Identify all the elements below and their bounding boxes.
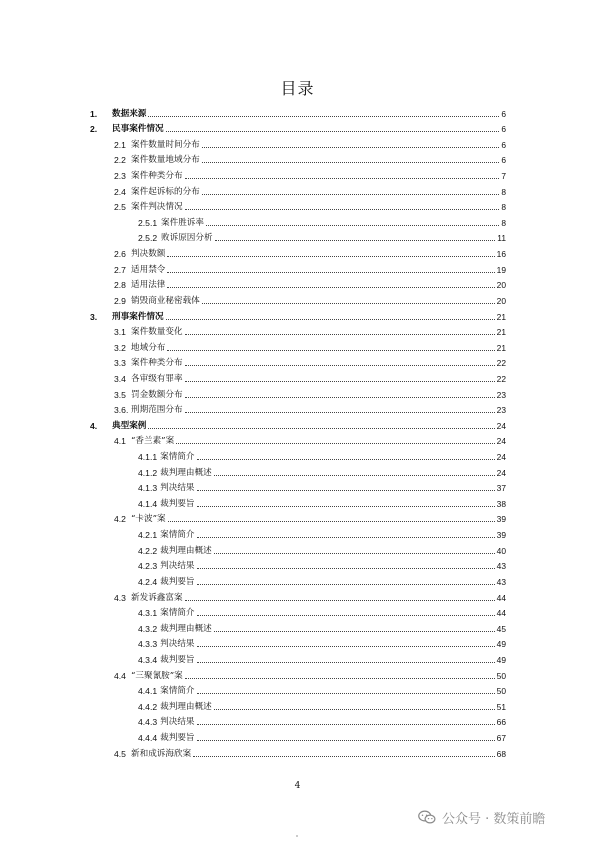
toc-entry-number: 2.8: [114, 280, 126, 291]
toc-entry-number: 4.1.2: [138, 467, 158, 478]
dot-leader: [193, 756, 495, 757]
dot-leader: [214, 475, 495, 476]
dot-leader: [197, 615, 495, 616]
toc-entry-page: 6: [501, 108, 506, 119]
toc-entry-page: 44: [496, 608, 506, 619]
toc-entry[interactable]: [90, 229, 506, 245]
dot-leader: [214, 709, 495, 710]
toc-entry[interactable]: [90, 525, 506, 541]
toc-entry-label: 判决结果: [160, 483, 195, 494]
toc-entry-label: 案情简介: [160, 686, 195, 697]
toc-entry-label: 刑期范围分布: [131, 405, 183, 416]
dot-leader: [167, 287, 494, 288]
toc-entry[interactable]: [90, 447, 506, 463]
toc-entry-page: 22: [496, 358, 506, 369]
toc-entry[interactable]: [90, 182, 506, 198]
toc-entry-number: 4.3: [114, 592, 126, 603]
toc-entry[interactable]: [90, 104, 506, 120]
dot-leader: [148, 428, 494, 429]
toc-entry-number: 2.2: [114, 155, 126, 166]
toc-entry[interactable]: [90, 244, 506, 260]
toc-entry-number: 4.4.2: [138, 701, 158, 712]
toc-entry-page: 50: [496, 670, 506, 681]
toc-entry-page: 8: [501, 202, 506, 213]
toc-entry-number: 4.3.2: [138, 623, 158, 634]
toc-entry-page: 68: [496, 748, 506, 759]
toc-entry[interactable]: [90, 713, 506, 729]
dot-leader: [185, 600, 495, 601]
toc-entry-page: 50: [496, 686, 506, 697]
toc-entry-number: 4.4: [114, 670, 126, 681]
dot-leader: [176, 443, 495, 444]
toc-entry-number: 2.3: [114, 171, 126, 182]
toc-entry-page: 23: [496, 405, 506, 416]
toc-entry-number: 4.1.3: [138, 483, 158, 494]
toc-entry[interactable]: [90, 307, 506, 323]
dot-leader: [185, 209, 500, 210]
toc-entry-label: “卡波”案: [131, 514, 166, 525]
dot-leader: [168, 521, 495, 522]
dot-leader: [185, 178, 500, 179]
toc-entry-page: 43: [496, 576, 506, 587]
toc-entry[interactable]: [90, 166, 506, 182]
toc-entry-page: 67: [496, 732, 506, 743]
toc-entry-number: 4.2.2: [138, 545, 158, 556]
toc-entry-number: 3.2: [114, 342, 126, 353]
toc-entry[interactable]: [90, 151, 506, 167]
dot-leader: [197, 490, 495, 491]
dot-leader: [197, 568, 495, 569]
toc-entry-label: 判决结果: [160, 717, 195, 728]
watermark-text: 公众号 · 数策前瞻: [442, 812, 546, 827]
dot-leader: [214, 631, 495, 632]
toc-entry-label: 裁判要旨: [160, 576, 195, 587]
toc-entry-number: 2.7: [114, 264, 126, 275]
toc-entry[interactable]: [90, 120, 506, 136]
dot-leader: [185, 678, 495, 679]
dot-leader: [197, 584, 495, 585]
toc-entry[interactable]: [90, 728, 506, 744]
toc-entry-label: 裁判理由概述: [160, 701, 212, 712]
toc-entry-number: 3.5: [114, 389, 126, 400]
toc-entry-page: 19: [496, 264, 506, 275]
dot-leader: [185, 381, 495, 382]
toc-entry-page: 11: [497, 233, 506, 244]
toc-entry-number: 4.3.3: [138, 639, 158, 650]
toc-entry-label: 案情简介: [160, 530, 195, 541]
dot-leader: [166, 131, 500, 132]
toc-entry-label: 案件判决情况: [131, 202, 183, 213]
toc-entry[interactable]: [90, 635, 506, 651]
toc-entry-page: 39: [496, 514, 506, 525]
toc-entry-page: 49: [496, 639, 506, 650]
dot-leader: [197, 506, 495, 507]
toc-entry[interactable]: [90, 494, 506, 510]
toc-entry[interactable]: [90, 291, 506, 307]
toc-entry-label: 案件起诉标的分布: [131, 186, 200, 197]
toc-entry[interactable]: [90, 416, 506, 432]
toc-entry-page: 49: [496, 654, 506, 665]
toc-entry[interactable]: [90, 369, 506, 385]
toc-entry-page: 23: [496, 389, 506, 400]
toc-entry-page: 8: [501, 217, 506, 228]
toc-entry-label: 地域分布: [131, 342, 166, 353]
dot-leader: [197, 662, 495, 663]
table-of-contents: [90, 104, 506, 760]
toc-entry-label: 销毁商业秘密载体: [131, 295, 200, 306]
toc-entry-label: 新发诉鑫富案: [131, 592, 183, 603]
toc-entry-label: 民事案件情况: [112, 124, 164, 135]
dot-leader: [185, 412, 495, 413]
wechat-icon: [418, 810, 436, 825]
toc-entry-page: 24: [496, 436, 506, 447]
toc-entry-page: 37: [496, 483, 506, 494]
toc-entry-label: 案件数量地域分布: [131, 155, 200, 166]
toc-entry-label: 案情简介: [160, 608, 195, 619]
toc-entry-label: 典型案例: [112, 420, 147, 431]
toc-entry-number: 4.1.4: [138, 498, 158, 509]
toc-entry[interactable]: [90, 619, 506, 635]
page-number: 4: [294, 781, 301, 791]
toc-entry-number: 2.4: [114, 186, 126, 197]
toc-entry-number: 4.1.1: [138, 452, 158, 463]
toc-title: 目录: [280, 79, 315, 98]
toc-entry[interactable]: [90, 338, 506, 354]
toc-entry-number: 2.9: [114, 295, 126, 306]
toc-entry-label: 刑事案件情况: [112, 311, 164, 322]
toc-entry-page: 39: [496, 530, 506, 541]
toc-entry-label: 裁判理由概述: [160, 623, 212, 634]
toc-entry-label: 裁判理由概述: [160, 545, 212, 556]
dot-leader: [167, 350, 494, 351]
dot-leader: [197, 740, 495, 741]
toc-entry-number: 2.6: [114, 249, 126, 260]
toc-entry-page: 66: [496, 717, 506, 728]
toc-entry[interactable]: [90, 432, 506, 448]
toc-entry[interactable]: [90, 697, 506, 713]
dot-leader: [197, 724, 495, 725]
toc-entry-label: 裁判理由概述: [160, 467, 212, 478]
toc-entry[interactable]: [90, 682, 506, 698]
toc-entry-label: 裁判要旨: [160, 654, 195, 665]
dot-leader: [215, 240, 496, 241]
toc-entry-label: 判决结果: [160, 561, 195, 572]
toc-entry[interactable]: [90, 666, 506, 682]
toc-entry-number: 4.: [90, 420, 98, 431]
toc-entry-page: 7: [501, 171, 506, 182]
toc-entry-number: 4.2.1: [138, 530, 158, 541]
toc-entry-label: 败诉原因分析: [161, 233, 213, 244]
toc-entry-number: 2.5.1: [138, 217, 158, 228]
toc-entry-number: 4.4.4: [138, 732, 158, 743]
toc-entry-number: 2.1: [114, 139, 126, 150]
toc-entry-page: 24: [496, 452, 506, 463]
toc-entry-number: 4.4.3: [138, 717, 158, 728]
toc-entry-label: 案件胜诉率: [161, 217, 204, 228]
toc-entry-label: “三聚氰胺”案: [131, 670, 183, 681]
toc-entry-label: 新和成诉海欣案: [131, 748, 192, 759]
toc-entry-page: 43: [496, 561, 506, 572]
toc-entry-label: 案件种类分布: [131, 171, 183, 182]
toc-entry-label: 案件数量变化: [131, 327, 183, 338]
dot-leader: [185, 397, 495, 398]
toc-entry-number: 4.2.4: [138, 576, 158, 587]
toc-entry-number: 3.3: [114, 358, 126, 369]
toc-entry-page: 44: [496, 592, 506, 603]
toc-entry-page: 24: [496, 420, 506, 431]
toc-entry-number: 4.3.4: [138, 654, 158, 665]
dot-leader: [197, 537, 495, 538]
dot-leader: [148, 116, 499, 117]
toc-entry-label: “香兰素”案: [131, 436, 175, 447]
dot-leader: [167, 256, 494, 257]
toc-entry[interactable]: [90, 463, 506, 479]
toc-entry[interactable]: [90, 385, 506, 401]
toc-entry[interactable]: [90, 744, 506, 760]
dot-leader: [206, 225, 499, 226]
toc-entry-number: 1.: [90, 108, 98, 119]
toc-entry-label: 适用法律: [131, 280, 166, 291]
toc-entry-page: 20: [496, 295, 506, 306]
dot-leader: [214, 553, 495, 554]
toc-entry-page: 24: [496, 467, 506, 478]
toc-entry-page: 21: [496, 342, 506, 353]
toc-entry-label: 案情简介: [160, 452, 195, 463]
toc-entry-number: 2.5.2: [138, 233, 158, 244]
toc-entry-page: 16: [496, 249, 506, 260]
toc-entry-label: 数据来源: [112, 108, 147, 119]
toc-entry-page: 40: [496, 545, 506, 556]
toc-entry-label: 案件数量时间分布: [131, 139, 200, 150]
toc-entry[interactable]: [90, 479, 506, 495]
toc-entry[interactable]: [90, 541, 506, 557]
toc-entry-number: 4.3.1: [138, 608, 158, 619]
toc-entry-page: 8: [501, 186, 506, 197]
toc-entry[interactable]: [90, 557, 506, 573]
toc-entry[interactable]: [90, 650, 506, 666]
dot-leader: [185, 365, 495, 366]
dot-leader: [197, 646, 495, 647]
toc-entry[interactable]: [90, 213, 506, 229]
toc-entry[interactable]: [90, 135, 506, 151]
dot-leader: [202, 303, 495, 304]
toc-entry-number: 4.5: [114, 748, 126, 759]
toc-entry[interactable]: [90, 588, 506, 604]
toc-entry[interactable]: [90, 198, 506, 214]
toc-entry-page: 6: [501, 139, 506, 150]
toc-entry-page: 51: [496, 701, 506, 712]
toc-entry-number: 3.6.: [114, 405, 129, 416]
dot-leader: [197, 693, 495, 694]
toc-entry-label: 适用禁令: [131, 264, 166, 275]
page-dot: [296, 835, 298, 837]
toc-entry-page: 20: [496, 280, 506, 291]
toc-entry[interactable]: [90, 260, 506, 276]
toc-entry-page: 38: [496, 498, 506, 509]
toc-entry-label: 判决数额: [131, 249, 166, 260]
toc-entry-number: 4.2: [114, 514, 126, 525]
dot-leader: [202, 194, 500, 195]
toc-entry-number: 3.4: [114, 373, 126, 384]
dot-leader: [166, 319, 495, 320]
toc-entry-number: 4.4.1: [138, 686, 158, 697]
toc-entry-number: 3.1: [114, 327, 126, 338]
toc-entry[interactable]: [90, 572, 506, 588]
toc-entry-page: 21: [496, 327, 506, 338]
toc-entry-number: 3.: [90, 311, 98, 322]
toc-entry-label: 各审级有罪率: [131, 373, 183, 384]
toc-entry[interactable]: [90, 401, 506, 417]
dot-leader: [167, 272, 494, 273]
dot-leader: [185, 334, 495, 335]
toc-entry-label: 裁判要旨: [160, 732, 195, 743]
toc-entry-page: 21: [496, 311, 506, 322]
toc-entry-page: 6: [501, 155, 506, 166]
toc-entry[interactable]: [90, 604, 506, 620]
toc-entry-number: 2.: [90, 124, 98, 135]
toc-entry[interactable]: [90, 323, 506, 339]
dot-leader: [202, 162, 500, 163]
toc-entry-page: 6: [501, 124, 506, 135]
toc-entry-label: 裁判要旨: [160, 498, 195, 509]
watermark: [418, 808, 545, 827]
dot-leader: [197, 459, 495, 460]
toc-entry-label: 案件种类分布: [131, 358, 183, 369]
toc-entry-number: 4.1: [114, 436, 126, 447]
dot-leader: [202, 147, 500, 148]
toc-entry[interactable]: [90, 510, 506, 526]
toc-entry[interactable]: [90, 276, 506, 292]
toc-entry-number: 2.5: [114, 202, 126, 213]
toc-entry-page: 22: [496, 373, 506, 384]
toc-entry-label: 罚金数额分布: [131, 389, 183, 400]
toc-entry-page: 45: [496, 623, 506, 634]
toc-entry-number: 4.2.3: [138, 561, 158, 572]
toc-entry[interactable]: [90, 354, 506, 370]
toc-entry-label: 判决结果: [160, 639, 195, 650]
